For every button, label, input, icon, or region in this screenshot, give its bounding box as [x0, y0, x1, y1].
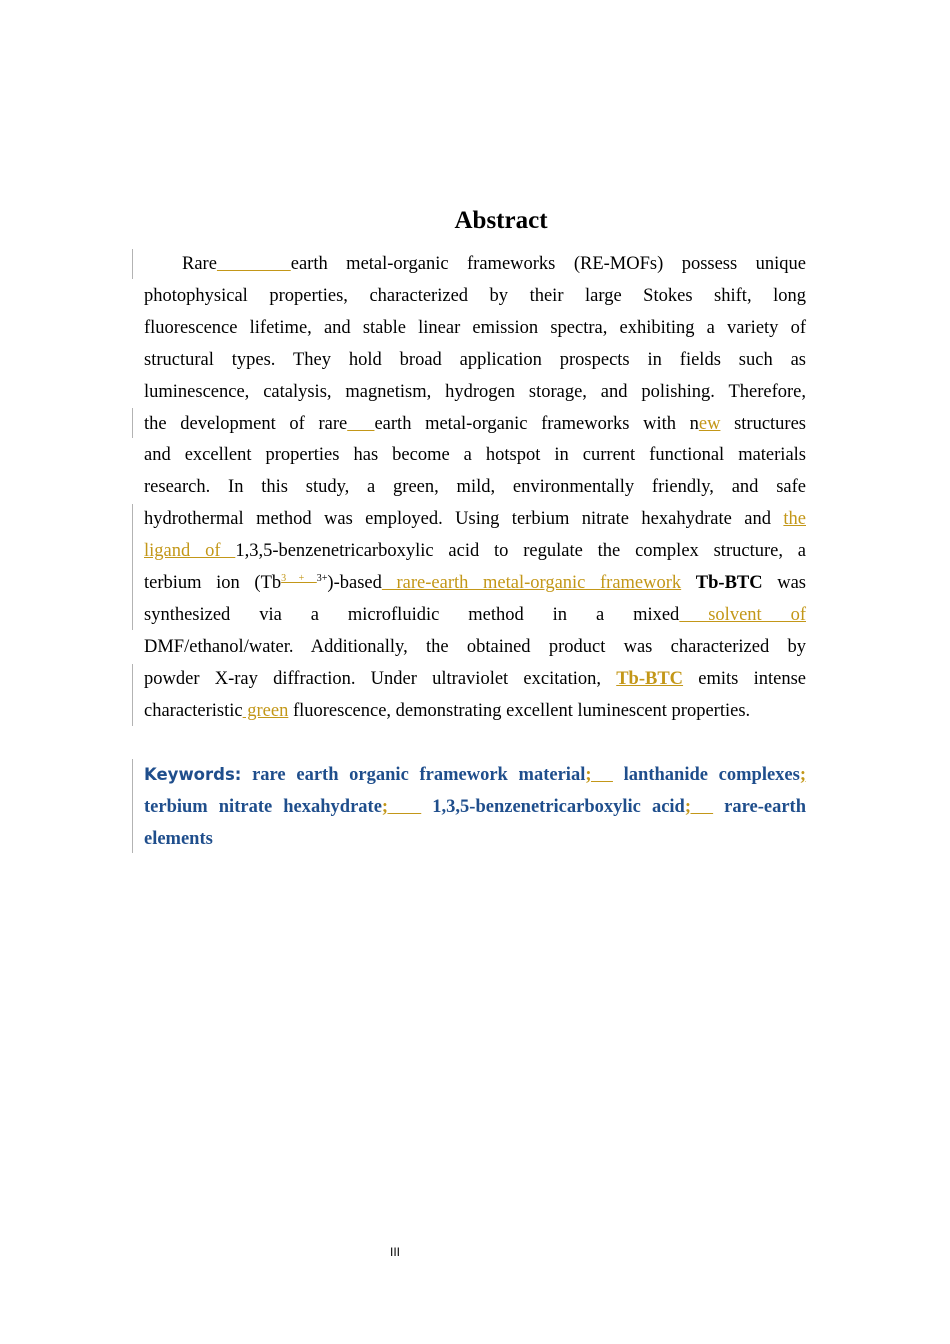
keywords-line: Keywords: rare earth organic framework material; lanthanide complexes; — [144, 765, 807, 785]
change-bar — [132, 759, 133, 853]
tracked-insertion — [691, 797, 713, 817]
tracked-insertion: green — [242, 700, 289, 721]
change-bar — [132, 504, 133, 630]
keywords-line: terbium nitrate hexahydrate; 1,3,5-benzenetricarboxylic acid; rare-earth — [144, 797, 807, 817]
abstract-line: Rare earth metal-organic frameworks (RE-MOFs) possess unique — [182, 254, 807, 274]
superscript: 3+ — [316, 573, 328, 585]
tracked-insertion — [592, 765, 613, 785]
tracked-insertion-superscript: 3 + — [281, 573, 317, 585]
page-number: III — [389, 1245, 400, 1259]
tracked-insertion: ; — [684, 797, 692, 817]
page-title: Abstract — [454, 207, 548, 234]
tracked-insertion-compound: Tb-BTC — [616, 668, 684, 689]
abstract-line: powder X-ray diffraction. Under ultraviolet excitation, Tb-BTC emits intense — [144, 668, 806, 689]
tracked-insertion: ; — [799, 765, 807, 785]
change-bar — [132, 664, 133, 726]
abstract-paragraph — [144, 249, 806, 728]
keywords-paragraph — [144, 759, 806, 855]
abstract-line: photophysical properties, characterized by their large Stokes shift, long — [144, 285, 806, 306]
abstract-line: DMF/ethanol/water. Additionally, the obtained product was characterized by — [144, 636, 806, 657]
tracked-insertion: ew — [698, 413, 721, 434]
abstract-line: hydrothermal method was employed. Using terbium nitrate hexahydrate and the — [144, 509, 806, 530]
tracked-insertion — [388, 797, 421, 817]
tracked-insertion — [217, 254, 291, 274]
change-bar — [132, 249, 133, 279]
abstract-line: fluorescence lifetime, and stable linear emission spectra, exhibiting a variety of — [144, 317, 806, 338]
tracked-insertion: ligand of — [144, 541, 236, 562]
abstract-line: synthesized via a microfluidic method in a mixed solvent of — [144, 604, 806, 625]
tracked-insertion: rare-earth metal-organic framework — [381, 573, 682, 594]
abstract-line: the development of rare earth metal-organic frameworks with new structures — [144, 413, 806, 434]
abstract-line: and excellent properties has become a hotspot in current functional materials — [144, 445, 806, 466]
abstract-line: characteristic green fluorescence, demonstrating excellent luminescent properties. — [144, 700, 751, 721]
compound-name: Tb-BTC — [695, 573, 763, 594]
abstract-line: luminescence, catalysis, magnetism, hydrogen storage, and polishing. Therefore, — [144, 381, 806, 402]
abstract-line: structural types. They hold broad application prospects in fields such as — [144, 349, 806, 370]
tracked-insertion: ; — [381, 797, 389, 817]
abstract-line: terbium ion ($Tb^{3 +}$ $^{3+}$)-based rare-earth metal-organic framework Tb-BTC was — [144, 573, 806, 594]
tracked-insertion: solvent of — [679, 604, 806, 625]
tracked-insertion: the — [783, 509, 806, 530]
abstract-line: ligand of 1,3,5-benzenetricarboxylic acid to regulate the complex structure, a — [144, 541, 806, 562]
keywords-label: Keywords: — [144, 765, 242, 784]
tracked-insertion: ; — [585, 765, 592, 785]
keywords-line: elements — [144, 829, 213, 849]
change-bar — [132, 408, 133, 438]
abstract-line: research. In this study, a green, mild, environmentally friendly, and safe — [144, 477, 806, 498]
tracked-insertion — [347, 414, 374, 434]
